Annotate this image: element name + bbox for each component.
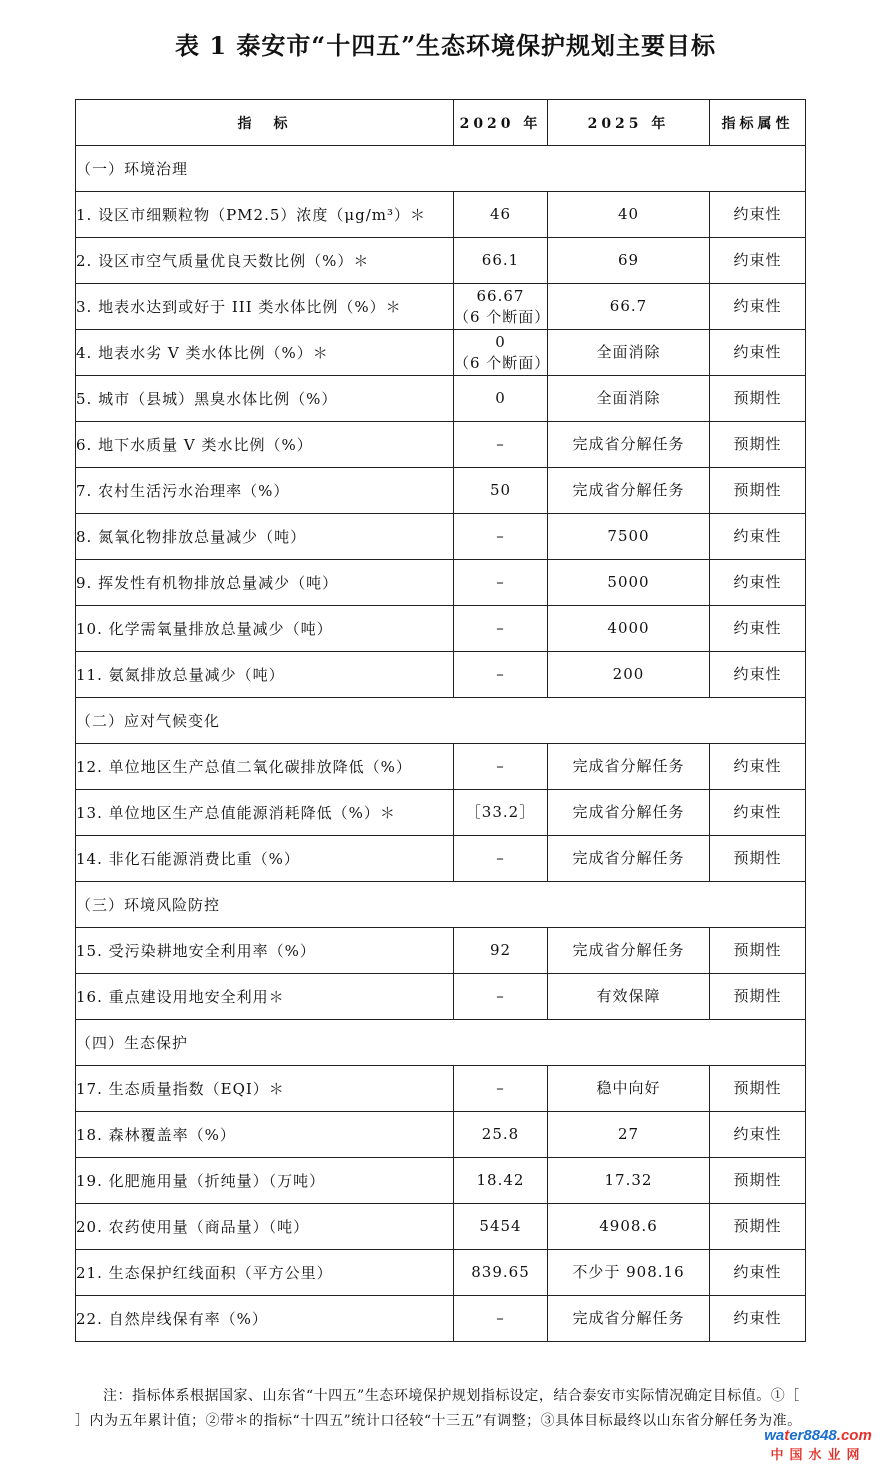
attribute-cell: 约束性 xyxy=(710,1112,806,1158)
value-2025-cell: 不少于 908.16 xyxy=(548,1250,710,1296)
indicator-cell: 20. 农药使用量（商品量）（吨） xyxy=(76,1204,454,1250)
value-2020-cell: – xyxy=(454,836,548,882)
value-2025-cell: 全面消除 xyxy=(548,376,710,422)
section-row xyxy=(76,1020,806,1066)
attribute-cell: 预期性 xyxy=(710,974,806,1020)
header-attribute: 指标属性 xyxy=(710,100,806,146)
attribute-cell: 约束性 xyxy=(710,1250,806,1296)
section-title: （四）生态保护 xyxy=(76,1020,806,1066)
table-row xyxy=(76,974,806,1020)
watermark-logo xyxy=(753,1427,883,1463)
table-row xyxy=(76,1296,806,1342)
table-row xyxy=(76,560,806,606)
value-2020-cell: – xyxy=(454,514,548,560)
value-2025-cell: 完成省分解任务 xyxy=(548,1296,710,1342)
value-2025-cell: 完成省分解任务 xyxy=(548,928,710,974)
table-row xyxy=(76,422,806,468)
indicator-cell: 1. 设区市细颗粒物（PM2.5）浓度（μg/m³）＊ xyxy=(76,192,454,238)
value-2020-cell: – xyxy=(454,974,548,1020)
attribute-cell: 约束性 xyxy=(710,560,806,606)
indicator-cell: 4. 地表水劣 V 类水体比例（%）＊ xyxy=(76,330,454,376)
indicator-cell: 19. 化肥施用量（折纯量）（万吨） xyxy=(76,1158,454,1204)
value-2025-cell: 完成省分解任务 xyxy=(548,468,710,514)
value-2020-subline: （6 个断面） xyxy=(454,307,551,326)
attribute-cell: 预期性 xyxy=(710,376,806,422)
table-row xyxy=(76,744,806,790)
value-2020-cell xyxy=(454,284,551,330)
table-row xyxy=(76,1158,806,1204)
indicator-cell: 22. 自然岸线保有率（%） xyxy=(76,1296,454,1342)
attribute-cell: 约束性 xyxy=(710,238,806,284)
table-row xyxy=(76,652,806,698)
section-title: （三）环境风险防控 xyxy=(76,882,806,928)
value-2025-cell: 17.32 xyxy=(548,1158,710,1204)
attribute-cell: 预期性 xyxy=(710,1158,806,1204)
value-2025-cell: 全面消除 xyxy=(548,330,710,376)
value-2025-cell: 66.7 xyxy=(548,284,710,330)
attribute-cell: 约束性 xyxy=(710,1296,806,1342)
value-2025-cell: 7500 xyxy=(548,514,710,560)
value-2020-cell: 66.1 xyxy=(454,238,548,284)
attribute-cell: 预期性 xyxy=(710,928,806,974)
header-indicator: 指 标 xyxy=(76,100,454,146)
indicator-cell: 12. 单位地区生产总值二氧化碳排放降低（%） xyxy=(76,744,454,790)
footnote: 注：指标体系根据国家、山东省“十四五”生态环境保护规划指标设定，结合泰安市实际情况确定目标值。①［ ］内为五年累计值；②带＊的指标“十四五”统计口径较“十三五”有调整；③具体目标最终以山东省分解任务为准。 xyxy=(75,1388,802,1429)
value-2025-cell: 4000 xyxy=(548,606,710,652)
indicator-cell: 16. 重点建设用地安全利用＊ xyxy=(76,974,454,1020)
watermark-subtitle: 中国水业网 xyxy=(770,1447,866,1462)
table-row xyxy=(76,468,806,514)
table-row xyxy=(76,1204,806,1250)
table-row xyxy=(76,192,806,238)
value-2020-cell: – xyxy=(454,422,548,468)
indicator-cell: 6. 地下水质量 V 类水比例（%） xyxy=(76,422,454,468)
table-row xyxy=(76,836,806,882)
attribute-cell: 约束性 xyxy=(710,330,806,376)
value-2025-cell: 200 xyxy=(548,652,710,698)
value-2020-cell: 5454 xyxy=(454,1204,548,1250)
attribute-cell: 约束性 xyxy=(710,790,806,836)
indicator-cell: 2. 设区市空气质量优良天数比例（%）＊ xyxy=(76,238,454,284)
value-2020-cell: ［33.2］ xyxy=(454,790,548,836)
targets-table xyxy=(75,99,806,1342)
attribute-cell: 约束性 xyxy=(710,744,806,790)
indicator-cell: 3. 地表水达到或好于 III 类水体比例（%）＊ xyxy=(76,284,454,330)
header-2025: 2025 年 xyxy=(548,100,710,146)
indicator-cell: 5. 城市（县城）黑臭水体比例（%） xyxy=(76,376,454,422)
page-title: 表 1 泰安市“十四五”生态环境保护规划主要目标 xyxy=(174,31,717,60)
value-2020-cell: 46 xyxy=(454,192,548,238)
indicator-cell: 11. 氨氮排放总量减少（吨） xyxy=(76,652,454,698)
value-2020-cell: 18.42 xyxy=(454,1158,548,1204)
indicator-cell: 21. 生态保护红线面积（平方公里） xyxy=(76,1250,454,1296)
value-2020-cell: 0 xyxy=(454,376,548,422)
indicator-cell: 15. 受污染耕地安全利用率（%） xyxy=(76,928,454,974)
table-body xyxy=(76,146,806,1342)
attribute-cell: 预期性 xyxy=(710,422,806,468)
value-2020-cell: 50 xyxy=(454,468,548,514)
indicator-cell: 14. 非化石能源消费比重（%） xyxy=(76,836,454,882)
table-row xyxy=(76,606,806,652)
section-title: （一）环境治理 xyxy=(76,146,806,192)
value-2020-cell: 92 xyxy=(454,928,548,974)
indicator-cell: 13. 单位地区生产总值能源消耗降低（%）＊ xyxy=(76,790,454,836)
header-2020: 2020 年 xyxy=(454,100,548,146)
table-row xyxy=(76,1066,806,1112)
value-2025-cell: 40 xyxy=(548,192,710,238)
value-2020-cell: 839.65 xyxy=(454,1250,548,1296)
attribute-cell: 约束性 xyxy=(710,652,806,698)
table-header-row xyxy=(76,100,806,146)
section-row xyxy=(76,698,806,744)
value-2020-cell: – xyxy=(454,560,548,606)
table-row xyxy=(76,790,806,836)
value-2020-cell: – xyxy=(454,744,548,790)
table-row xyxy=(76,1250,806,1296)
value-2020-line: 0 xyxy=(495,332,506,351)
section-title: （二）应对气候变化 xyxy=(76,698,806,744)
indicator-cell: 17. 生态质量指数（EQI）＊ xyxy=(76,1066,454,1112)
value-2025-cell: 5000 xyxy=(548,560,710,606)
value-2020-line: 66.67 xyxy=(476,286,525,305)
indicator-cell: 7. 农村生活污水治理率（%） xyxy=(76,468,454,514)
value-2025-cell: 完成省分解任务 xyxy=(548,744,710,790)
value-2025-cell: 27 xyxy=(548,1112,710,1158)
value-2020-cell: – xyxy=(454,1296,548,1342)
section-row xyxy=(76,882,806,928)
table-row xyxy=(76,514,806,560)
section-row xyxy=(76,146,806,192)
value-2025-cell: 有效保障 xyxy=(548,974,710,1020)
attribute-cell: 约束性 xyxy=(710,192,806,238)
indicator-cell: 9. 挥发性有机物排放总量减少（吨） xyxy=(76,560,454,606)
value-2020-cell: 25.8 xyxy=(454,1112,548,1158)
attribute-cell: 预期性 xyxy=(710,1066,806,1112)
attribute-cell: 预期性 xyxy=(710,1204,806,1250)
value-2020-subline: （6 个断面） xyxy=(454,353,551,372)
table-row xyxy=(76,330,806,376)
indicator-cell: 10. 化学需氧量排放总量减少（吨） xyxy=(76,606,454,652)
indicator-cell: 8. 氮氧化物排放总量减少（吨） xyxy=(76,514,454,560)
value-2020-cell: – xyxy=(454,606,548,652)
value-2025-cell: 完成省分解任务 xyxy=(548,422,710,468)
value-2025-cell: 69 xyxy=(548,238,710,284)
value-2020-cell xyxy=(454,330,551,376)
attribute-cell: 约束性 xyxy=(710,284,806,330)
attribute-cell: 预期性 xyxy=(710,836,806,882)
table-row xyxy=(76,928,806,974)
attribute-cell: 预期性 xyxy=(710,468,806,514)
table-row xyxy=(76,376,806,422)
table-row xyxy=(76,1112,806,1158)
value-2025-cell: 完成省分解任务 xyxy=(548,790,710,836)
indicator-cell: 18. 森林覆盖率（%） xyxy=(76,1112,454,1158)
value-2025-cell: 稳中向好 xyxy=(548,1066,710,1112)
attribute-cell: 约束性 xyxy=(710,514,806,560)
table-row xyxy=(76,284,806,330)
table-row xyxy=(76,238,806,284)
value-2020-cell: – xyxy=(454,652,548,698)
value-2025-cell: 4908.6 xyxy=(548,1204,710,1250)
watermark-brand: water8848.com xyxy=(764,1427,872,1444)
attribute-cell: 约束性 xyxy=(710,606,806,652)
value-2020-cell: – xyxy=(454,1066,548,1112)
value-2025-cell: 完成省分解任务 xyxy=(548,836,710,882)
